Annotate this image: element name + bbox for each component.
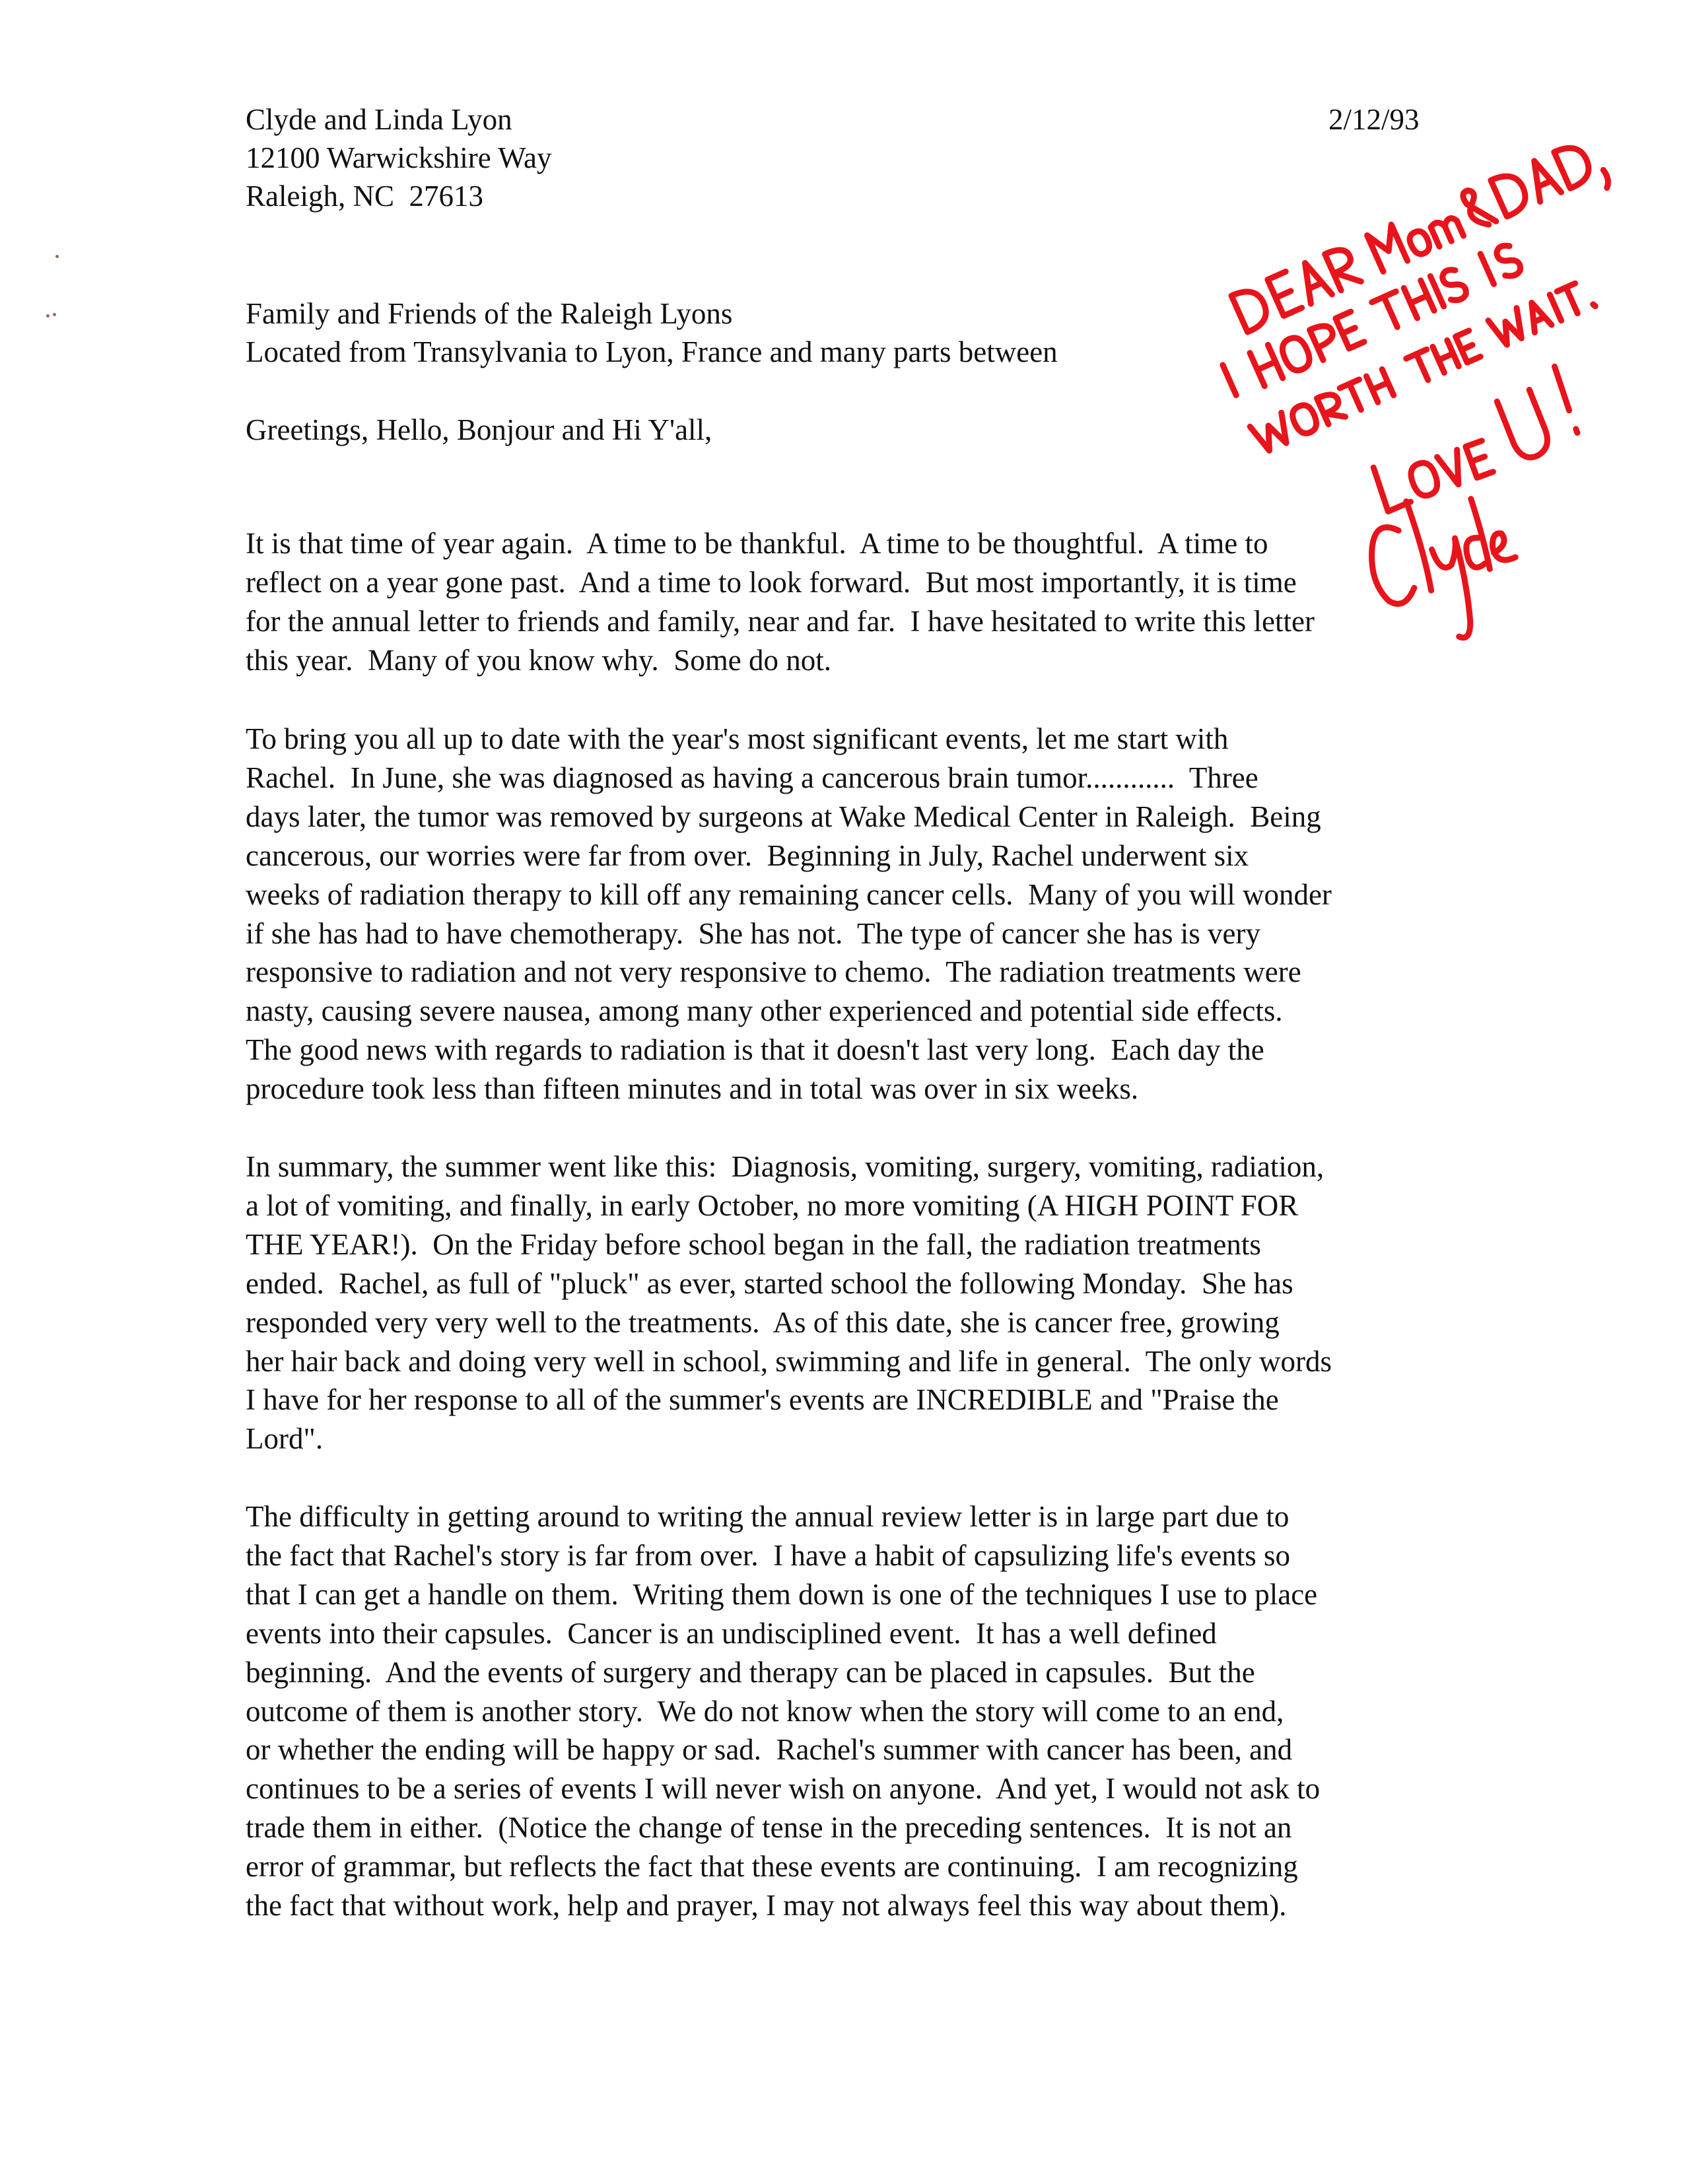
scan-speck xyxy=(55,255,59,258)
paragraph-line: continues to be a series of events I will never wish on anyone. And yet, I would not ask to xyxy=(246,1772,1321,1806)
sender-city: Raleigh, NC 27613 xyxy=(246,180,483,213)
paragraph-line: To bring you all up to date with the year's most significant events, let me start with xyxy=(246,722,1229,755)
paragraph-line: Lord". xyxy=(246,1422,324,1456)
scan-speck xyxy=(53,313,56,316)
paragraph-line: reflect on a year gone past. And a time to look forward. But most importantly, it is time xyxy=(246,565,1297,599)
paragraph xyxy=(246,524,1315,680)
handwritten-note xyxy=(1188,119,1651,647)
recipient-line: Family and Friends of the Raleigh Lyons xyxy=(246,297,733,330)
paragraph-line: The difficulty in getting around to writing the annual review letter is in large part due to xyxy=(246,1500,1290,1533)
handwriting-line xyxy=(1361,366,1581,511)
paragraph-line: procedure took less than fifteen minutes and in total was over in six weeks. xyxy=(246,1072,1139,1106)
paragraph-line: cancerous, our worries were far from over. Beginning in July, Rachel underwent six xyxy=(246,838,1249,872)
letter-date: 2/12/93 xyxy=(1328,103,1420,136)
paragraph-line: for the annual letter to friends and family, near and far. I have hesitated to write this letter xyxy=(246,604,1315,638)
paragraph-line: responded very very well to the treatments. As of this date, she is cancer free, growing xyxy=(246,1305,1280,1339)
paragraph-line: the fact that Rachel's story is far from over. I have a habit of capsulizing life's events so xyxy=(246,1538,1290,1572)
paragraph-line: responsive to radiation and not very responsive to chemo. The radiation treatments were xyxy=(246,955,1301,989)
paragraph-line: outcome of them is another story. We do not know when the story will come to an end, xyxy=(246,1694,1284,1728)
paragraph-line: this year. Many of you know why. Some do not. xyxy=(246,643,832,677)
paragraph-line: The good news with regards to radiation is that it doesn't last very long. Each day the xyxy=(246,1033,1264,1067)
paragraph-line: weeks of radiation therapy to kill off any remaining cancer cells. Many of you will wonder xyxy=(246,877,1332,911)
paragraph-line: events into their capsules. Cancer is an undisciplined event. It has a well defined xyxy=(246,1616,1217,1650)
paragraph-line: error of grammar, but reflects the fact that these events are continuing. I am recognizing xyxy=(246,1850,1298,1884)
paragraph-line: Rachel. In June, she was diagnosed as having a cancerous brain tumor............ Three xyxy=(246,761,1258,794)
paragraph-line: nasty, causing severe nausea, among many other experienced and potential side effects. xyxy=(246,994,1283,1028)
paragraph-line: beginning. And the events of surgery and therapy can be placed in capsules. But the xyxy=(246,1655,1255,1689)
paragraph xyxy=(246,1497,1320,1925)
paragraph xyxy=(246,720,1332,1109)
paragraph-line: if she has had to have chemotherapy. She has not. The type of cancer she has is very xyxy=(246,916,1261,950)
paragraph-line: or whether the ending will be happy or sad. Rachel's summer with cancer has been, and xyxy=(246,1733,1293,1767)
sender-address xyxy=(246,100,552,215)
sender-name: Clyde and Linda Lyon xyxy=(246,103,512,136)
recipient-block xyxy=(246,294,1058,371)
scan-speck xyxy=(46,314,50,318)
paragraph-line: that I can get a handle on them. Writing them down is one of the techniques I use to place xyxy=(246,1577,1318,1611)
sender-street: 12100 Warwickshire Way xyxy=(246,141,552,174)
greeting: Greetings, Hello, Bonjour and Hi Y'all, xyxy=(246,413,712,446)
paragraph-line: I have for her response to all of the summer's events are INCREDIBLE and "Praise the xyxy=(246,1383,1279,1417)
paragraph-line: a lot of vomiting, and finally, in early October, no more vomiting (A HIGH POINT FOR xyxy=(246,1188,1299,1222)
paragraph xyxy=(246,1147,1332,1458)
paragraph-line: In summary, the summer went like this: Diagnosis, vomiting, surgery, vomiting, radiation, xyxy=(246,1150,1324,1183)
recipient-line: Located from Transylvania to Lyon, France and many parts between xyxy=(246,335,1058,368)
paragraph-line: days later, the tumor was removed by surgeons at Wake Medical Center in Raleigh. Being xyxy=(246,800,1321,833)
handwriting-line xyxy=(1231,137,1611,345)
paragraph-line: THE YEAR!). On the Friday before school began in the fall, the radiation treatments xyxy=(246,1227,1261,1261)
paragraph-line: the fact that without work, help and prayer, I may not always feel this way about them). xyxy=(246,1889,1287,1923)
paragraph-line: her hair back and doing very well in school, swimming and life in general. The only words xyxy=(246,1344,1332,1378)
paragraph-line: trade them in either. (Notice the change of tense in the preceding sentences. It is not an xyxy=(246,1811,1292,1845)
paragraph-line: ended. Rachel, as full of "pluck" as ever, started school the following Monday. She has xyxy=(246,1266,1293,1300)
paragraph-line: It is that time of year again. A time to be thankful. A time to be thoughtful. A time to xyxy=(246,527,1268,560)
